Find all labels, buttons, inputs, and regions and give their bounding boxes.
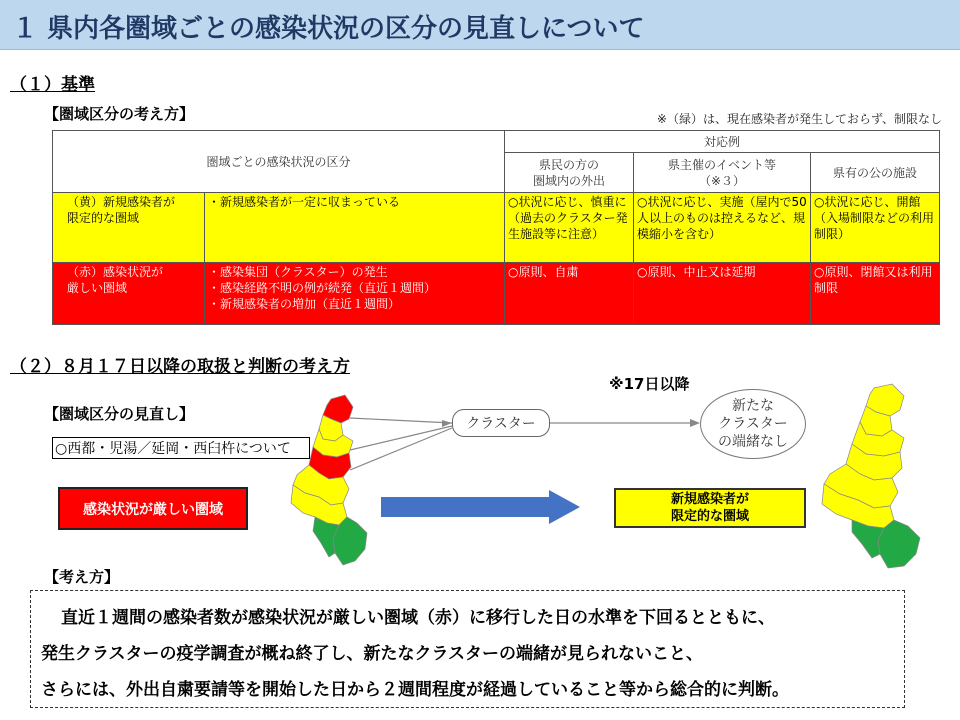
table-row <box>53 193 940 263</box>
header-response-group: 対応例 <box>505 131 940 153</box>
section1-heading: （１）基準 <box>10 75 95 95</box>
legend-note: ※（緑）は、現在感染者が発生しておらず、制限なし <box>656 112 942 126</box>
section2-subheading: 【圏域区分の見直し】 <box>44 405 195 423</box>
row-event: ○原則、中止又は延期 <box>634 263 811 325</box>
concept-line: 直近１週間の感染者数が感染状況が厳しい圏域（赤）に移行した日の水準を下回るとともに、 <box>61 608 775 628</box>
cluster-label: クラスター <box>452 409 550 437</box>
prefecture-map-after <box>812 382 942 570</box>
row-event: ○状況に応じ、実施（屋内で50人以上のものは控えるなど、規模縮小を含む） <box>634 193 811 263</box>
concept-heading: 【考え方】 <box>44 568 120 586</box>
row-facility: ○状況に応じ、開館（入場制限などの利用制限） <box>811 193 940 263</box>
transition-arrow <box>381 490 581 524</box>
row-category: （黄）新規感染者が 限定的な圏域 <box>53 193 205 263</box>
concept-line: さらには、外出自粛要請等を開始した日から２週間程度が経過していること等から総合的に判断。 <box>41 680 789 700</box>
header-outing: 県民の方の 圏域内の外出 <box>505 153 634 193</box>
concept-line: 発生クラスターの疫学調査が概ね終了し、新たなクラスターの端緒が見られないこと、 <box>41 644 703 664</box>
limited-area-badge: 新規感染者が 限定的な圏域 <box>614 488 806 528</box>
row-outing: ○原則、自粛 <box>505 263 634 325</box>
header-event: 県主催のイベント等 （※３） <box>634 153 811 193</box>
header-facility: 県有の公の施設 <box>811 153 940 193</box>
section1-subheading: 【圏域区分の考え方】 <box>44 105 195 123</box>
row-criteria: ・感染集団（クラスター）の発生 ・感染経路不明の例が続発（直近１週間） ・新規感染者の増加（直近１週間） <box>205 263 505 325</box>
section2-heading: （２）８月１７日以降の取扱と判断の考え方 <box>10 357 350 377</box>
after-17-label: ※17日以降 <box>609 375 690 393</box>
region-label: ○西都・児湯／延岡・西臼杵について <box>52 437 310 459</box>
row-category: （赤）感染状況が 厳しい圏域 <box>53 263 205 325</box>
table-row <box>53 263 940 325</box>
row-facility: ○原則、閉館又は利用制限 <box>811 263 940 325</box>
criteria-table <box>52 130 940 325</box>
page-title: １ 県内各圏域ごとの感染状況の区分の見直しについて <box>12 14 645 44</box>
row-criteria: ・新規感染者が一定に収まっている <box>205 193 505 263</box>
header-category: 圏域ごとの感染状況の区分 <box>53 131 505 193</box>
row-outing: ○状況に応じ、慎重に（過去のクラスター発生施設等に注意） <box>505 193 634 263</box>
no-new-cluster-label: 新たな クラスター の端緒なし <box>700 389 806 459</box>
concept-box <box>30 590 905 708</box>
severe-area-badge: 感染状況が厳しい圏域 <box>58 487 248 530</box>
